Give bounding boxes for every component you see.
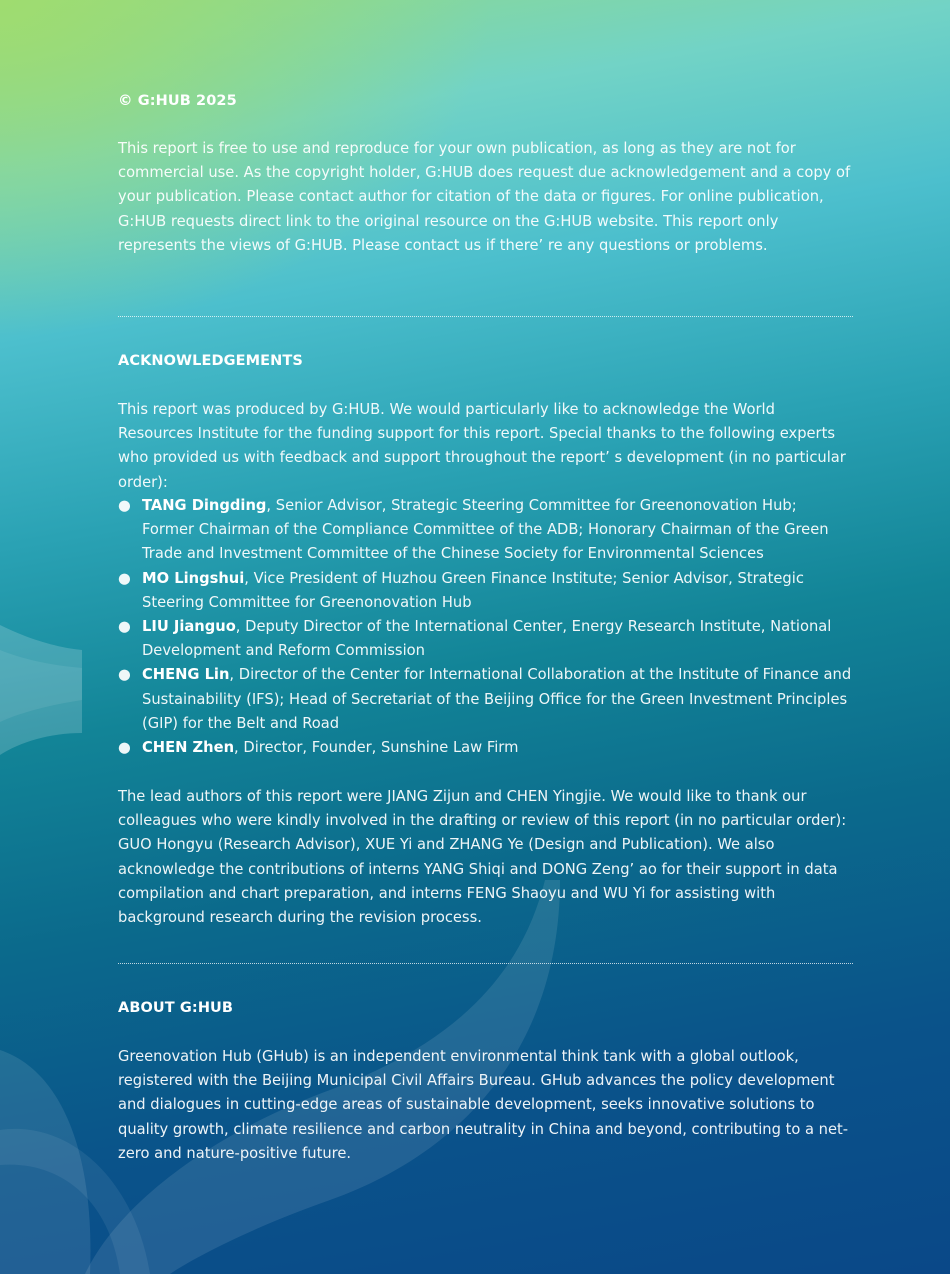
- expert-description: , Director of the Center for International Collaboration at the Institute of Finance and Sustainability (IFS); Head of Secretariat of the Beijing Office for the Green Investment Principles (GIP) for the Belt and Road: [142, 666, 852, 732]
- section-divider: [118, 963, 853, 964]
- expert-name: CHENG Lin: [142, 666, 230, 684]
- bullet-icon: ●: [118, 666, 131, 684]
- list-item: [118, 736, 853, 760]
- expert-description: , Deputy Director of the International Center, Energy Research Institute, National Development and Reform Commission: [142, 618, 832, 660]
- copyright-text: This report is free to use and reproduce for your own publication, as long as they are not for commercial use. As the copyright holder, G:HUB does request due acknowledgement and a copy of your publication. Please contact author for citation of the data or figures. For online publication, G:HUB requests direct link to the original resource on the G:HUB website. This report only represents the views of G:HUB. Please contact us if there’ re any questions or problems.: [118, 140, 851, 254]
- bullet-icon: ●: [118, 618, 131, 636]
- about-heading: ABOUT G:HUB: [118, 1000, 234, 1016]
- acknowledgements-intro: This report was produced by G:HUB. We would particularly like to acknowledge the World Resources Institute for the funding support for this report. Special thanks to the following experts who provided us with feedback and support throughout the report’ s development (in no particular order):: [118, 401, 846, 491]
- list-item: [118, 567, 853, 615]
- expert-name: MO Lingshui: [142, 569, 245, 587]
- list-item: [118, 615, 853, 663]
- about-text: Greenovation Hub (GHub) is an independent environmental think tank with a global outlook, registered with the Beijing Municipal Civil Affairs Bureau. GHub advances the policy development and dialogues in cutting-edge areas of sustainable development, seeks innovative solutions to quality growth, climate resilience and carbon neutrality in China and beyond, contributing to a net-zero and nature-positive future.: [118, 1048, 849, 1162]
- bullet-icon: ●: [118, 739, 131, 757]
- expert-name: CHEN Zhen: [142, 739, 235, 757]
- acknowledgements-heading: ACKNOWLEDGEMENTS: [118, 353, 303, 369]
- expert-description: , Vice President of Huzhou Green Finance Institute; Senior Advisor, Strategic Steering Committee for Greenonovation Hub: [142, 569, 804, 611]
- bullet-icon: ●: [118, 497, 131, 514]
- bullet-icon: ●: [118, 569, 131, 587]
- copyright-heading: © G:HUB 2025: [118, 93, 237, 109]
- expert-description: , Senior Advisor, Strategic Steering Committee for Greenonovation Hub; Former Chairman of the Compliance Committee of the ADB; Honorary Chairman of the Green Trade and Investment Committee of the Chinese Society for Environmental Sciences: [142, 497, 829, 563]
- list-item: [118, 663, 853, 736]
- expert-description: , Director, Founder, Sunshine Law Firm: [234, 739, 519, 757]
- experts-list: [118, 494, 853, 760]
- authors-text: The lead authors of this report were JIANG Zijun and CHEN Yingjie. We would like to thank our colleagues who were kindly involved in the drafting or review of this report (in no particular order): GUO Hongyu (Research Advisor), XUE Yi and ZHANG Ye (Design and Publication). We also acknowledge the contributions of interns YANG Shiqi and DONG Zeng’ ao for their support in data compilation and chart preparation, and interns FENG Shaoyu and WU Yi for assisting with background research during the revision process.: [118, 788, 847, 927]
- expert-name: TANG Dingding: [142, 497, 267, 514]
- list-item: [118, 494, 853, 567]
- expert-name: LIU Jianguo: [142, 618, 236, 636]
- section-divider: [118, 316, 853, 317]
